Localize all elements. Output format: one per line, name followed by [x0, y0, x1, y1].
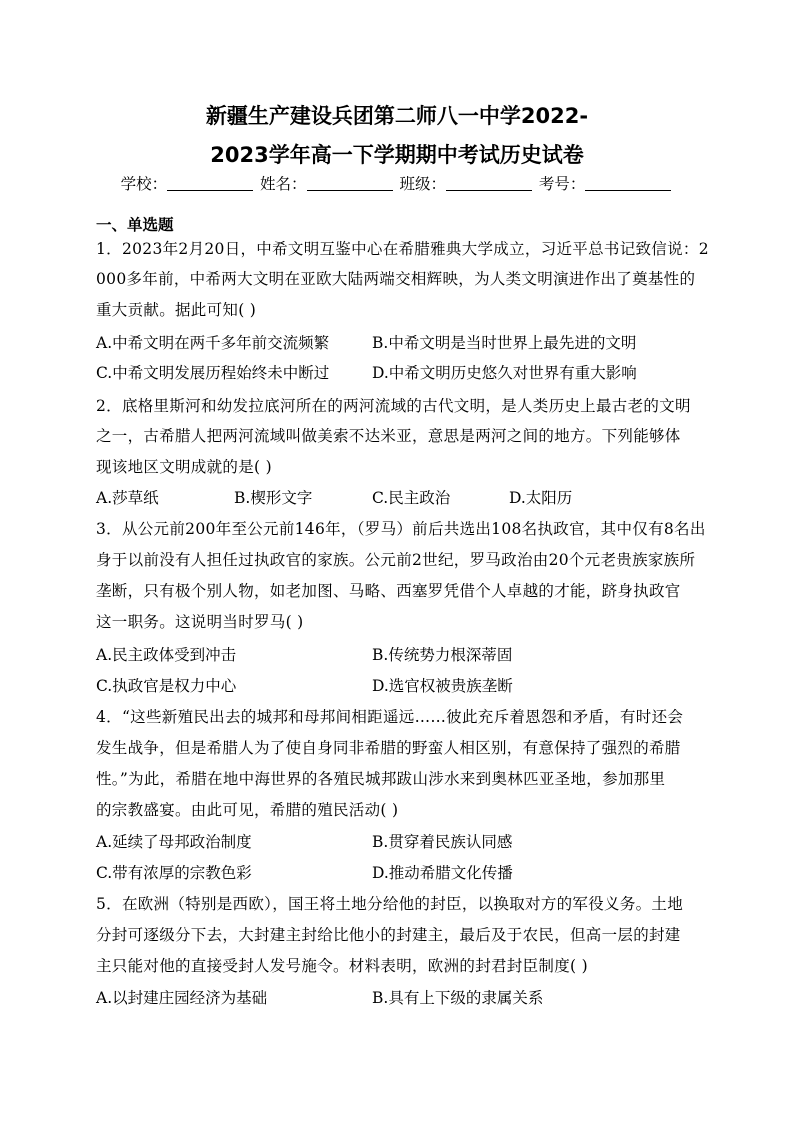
question-4-line-2: 发生战争，但是希腊人为了使自身同非希腊的野蛮人相区别，有意保持了强烈的希腊	[96, 739, 681, 757]
question-2-option-a: A.莎草纸	[96, 489, 159, 507]
question-1-line-1: 1．2023年2月20日，中希文明互鉴中心在希腊雅典大学成立，习近平总书记致信说：2	[96, 240, 709, 258]
question-3-option-d: D.选官权被贵族垄断	[372, 677, 513, 695]
question-3-option-a: A.民主政体受到冲击	[96, 646, 237, 664]
question-4-option-b: B.贯穿着民族认同感	[372, 833, 513, 851]
school-blank	[167, 176, 253, 191]
question-1-option-c: C.中希文明发展历程始终未中断过	[96, 364, 330, 382]
question-3-line-3: 垄断，只有极个别人物，如老加图、马略、西塞罗凭借个人卓越的才能，跻身执政官	[96, 582, 681, 600]
question-4-option-c: C.带有浓厚的宗教色彩	[96, 864, 252, 882]
question-2-line-1: 2．底格里斯河和幼发拉底河所在的两河流域的古代文明，是人类历史上最古老的文明	[96, 397, 691, 415]
question-1-option-a: A.中希文明在两千多年前交流频繁	[96, 334, 330, 352]
question-1-line-3: 重大贡献。据此可知( )	[96, 301, 257, 319]
question-5-line-2: 分封可逐级分下去，大封建主封给比他小的封建主，最后及于农民，但高一层的封建	[96, 926, 681, 944]
question-3-option-b: B.传统势力根深蒂固	[372, 646, 513, 664]
question-5-option-b: B.具有上下级的隶属关系	[372, 989, 544, 1007]
question-1-line-2: 000多年前，中希两大文明在亚欧大陆两端交相辉映，为人类文明演进作出了奠基性的	[96, 270, 696, 288]
section-heading: 一、单选题	[96, 216, 174, 234]
question-4-option-a: A.延续了母邦政治制度	[96, 833, 252, 851]
exam-title-line1: 新疆生产建设兵团第二师八一中学2022-	[205, 104, 589, 128]
question-1-option-b: B.中希文明是当时世界上最先进的文明	[372, 334, 637, 352]
question-2-option-c: C.民主政治	[372, 489, 451, 507]
class-blank	[446, 176, 532, 191]
question-4-line-3: 性。”为此，希腊在地中海世界的各殖民城邦跋山涉水来到奥林匹亚圣地，参加那里	[96, 770, 666, 788]
exam-number-label: 考号：	[538, 175, 586, 193]
question-4-line-1: 4．“这些新殖民出去的城邦和母邦间相距遥远……彼此充斥着恩怨和矛盾，有时还会	[96, 708, 684, 726]
question-2-option-d: D.太阳历	[509, 489, 573, 507]
name-label: 姓名：	[260, 175, 307, 193]
exam-number-blank	[585, 176, 671, 191]
question-3-line-1: 3．从公元前200年至公元前146年，（罗马）前后共选出108名执政官，其中仅有8名出	[96, 520, 706, 538]
question-5-line-3: 主只能对他的直接受封人发号施令。材料表明，欧洲的封君封臣制度( )	[96, 957, 588, 975]
exam-title-line2: 2023学年高一下学期期中考试历史试卷	[210, 143, 584, 167]
question-5-option-a: A.以封建庄园经济为基础	[96, 989, 268, 1007]
question-5-line-1: 5．在欧洲（特别是西欧），国王将土地分给他的封臣，以换取对方的军役义务。土地	[96, 895, 684, 913]
name-blank	[307, 176, 393, 191]
question-4-line-4: 的宗教盛宴。由此可见，希腊的殖民活动( )	[96, 801, 399, 819]
question-2-option-b: B.楔形文字	[234, 489, 313, 507]
question-4-option-d: D.推动希腊文化传播	[372, 864, 513, 882]
student-info-row	[0, 172, 794, 194]
school-label: 学校：	[120, 175, 168, 193]
class-label: 班级：	[399, 175, 446, 193]
question-3-option-c: C.执政官是权力中心	[96, 677, 237, 695]
question-3-line-4: 这一职务。这说明当时罗马( )	[96, 613, 304, 631]
question-2-line-3: 现该地区文明成就的是( )	[96, 458, 272, 476]
question-1-option-d: D.中希文明历史悠久对世界有重大影响	[372, 364, 637, 382]
question-2-line-2: 之一，古希腊人把两河流域叫做美索不达米亚，意思是两河之间的地方。下列能够体	[96, 427, 681, 445]
question-3-line-2: 身于以前没有人担任过执政官的家族。公元前2世纪，罗马政治由20个元老贵族家族所	[96, 551, 696, 569]
